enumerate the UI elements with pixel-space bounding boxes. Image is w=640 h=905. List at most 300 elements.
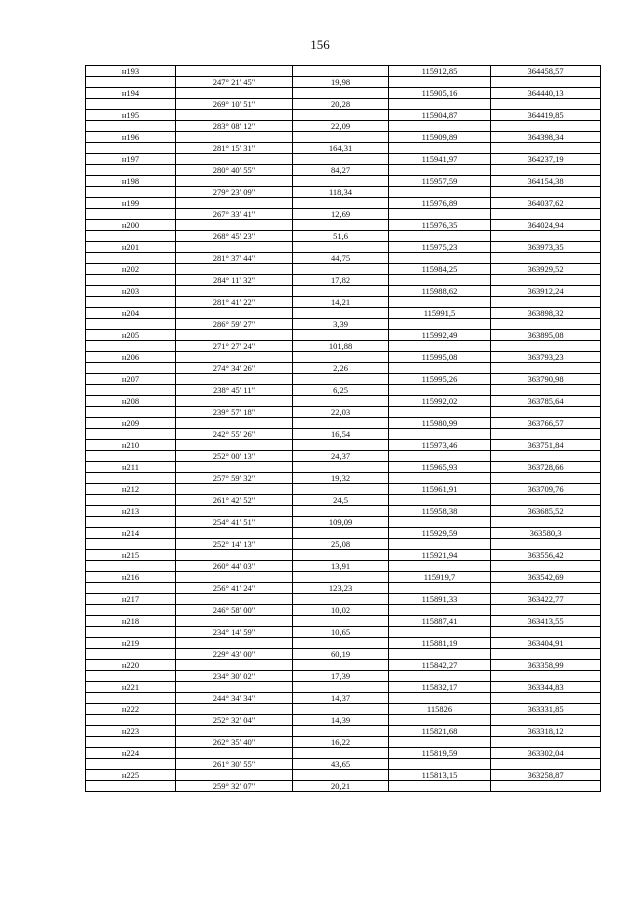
empty-cell	[293, 704, 389, 715]
empty-cell	[293, 220, 389, 231]
empty-cell	[491, 297, 601, 308]
angle-cell: 262° 35' 40"	[176, 737, 293, 748]
x-coordinate-cell: 115984,25	[389, 264, 491, 275]
point-name-cell: н195	[86, 110, 176, 121]
x-coordinate-cell: 115921,94	[389, 550, 491, 561]
point-name-cell: н225	[86, 770, 176, 781]
point-row	[86, 726, 601, 737]
empty-cell	[389, 451, 491, 462]
empty-cell	[176, 396, 293, 407]
angle-cell: 254° 41' 51"	[176, 517, 293, 528]
angle-cell: 252° 00' 13"	[176, 451, 293, 462]
y-coordinate-cell: 363898,32	[491, 308, 601, 319]
empty-cell	[491, 275, 601, 286]
x-coordinate-cell: 115973,46	[389, 440, 491, 451]
point-name-cell: н194	[86, 88, 176, 99]
angle-cell: 271° 27' 24"	[176, 341, 293, 352]
empty-cell	[176, 286, 293, 297]
empty-cell	[491, 451, 601, 462]
empty-cell	[389, 385, 491, 396]
x-coordinate-cell: 115976,35	[389, 220, 491, 231]
empty-cell	[491, 693, 601, 704]
point-row	[86, 748, 601, 759]
empty-cell	[86, 99, 176, 110]
y-coordinate-cell: 364037,62	[491, 198, 601, 209]
angle-cell: 256° 41' 24"	[176, 583, 293, 594]
empty-cell	[491, 429, 601, 440]
distance-cell: 24,37	[293, 451, 389, 462]
empty-cell	[86, 77, 176, 88]
empty-cell	[389, 187, 491, 198]
point-row	[86, 462, 601, 473]
empty-cell	[293, 374, 389, 385]
y-coordinate-cell: 363766,57	[491, 418, 601, 429]
empty-cell	[176, 418, 293, 429]
empty-cell	[389, 561, 491, 572]
point-name-cell: н224	[86, 748, 176, 759]
distance-cell: 109,09	[293, 517, 389, 528]
empty-cell	[293, 572, 389, 583]
angle-cell: 238° 45' 11"	[176, 385, 293, 396]
point-row	[86, 638, 601, 649]
empty-cell	[491, 385, 601, 396]
y-coordinate-cell: 363785,64	[491, 396, 601, 407]
point-row	[86, 154, 601, 165]
x-coordinate-cell: 115992,49	[389, 330, 491, 341]
segment-row	[86, 231, 601, 242]
empty-cell	[86, 473, 176, 484]
angle-cell: 252° 32' 04"	[176, 715, 293, 726]
empty-cell	[176, 330, 293, 341]
empty-cell	[176, 154, 293, 165]
point-row	[86, 220, 601, 231]
empty-cell	[176, 220, 293, 231]
empty-cell	[389, 407, 491, 418]
distance-cell: 16,22	[293, 737, 389, 748]
empty-cell	[176, 374, 293, 385]
empty-cell	[491, 407, 601, 418]
empty-cell	[86, 341, 176, 352]
empty-cell	[293, 770, 389, 781]
point-name-cell: н209	[86, 418, 176, 429]
point-name-cell: н206	[86, 352, 176, 363]
segment-row	[86, 187, 601, 198]
empty-cell	[293, 330, 389, 341]
empty-cell	[389, 715, 491, 726]
empty-cell	[389, 605, 491, 616]
segment-row	[86, 77, 601, 88]
empty-cell	[389, 275, 491, 286]
empty-cell	[491, 209, 601, 220]
point-name-cell: н210	[86, 440, 176, 451]
segment-row	[86, 275, 601, 286]
y-coordinate-cell: 363318,12	[491, 726, 601, 737]
y-coordinate-cell: 363709,76	[491, 484, 601, 495]
x-coordinate-cell: 115821,68	[389, 726, 491, 737]
distance-cell: 14,21	[293, 297, 389, 308]
point-row	[86, 264, 601, 275]
empty-cell	[491, 649, 601, 660]
angle-cell: 279° 23' 09"	[176, 187, 293, 198]
y-coordinate-cell: 363728,66	[491, 462, 601, 473]
distance-cell: 10,65	[293, 627, 389, 638]
empty-cell	[86, 187, 176, 198]
empty-cell	[491, 495, 601, 506]
point-name-cell: н212	[86, 484, 176, 495]
empty-cell	[491, 781, 601, 792]
point-row	[86, 550, 601, 561]
point-name-cell: н202	[86, 264, 176, 275]
segment-row	[86, 737, 601, 748]
x-coordinate-cell: 115905,16	[389, 88, 491, 99]
y-coordinate-cell: 363556,42	[491, 550, 601, 561]
point-row	[86, 440, 601, 451]
empty-cell	[86, 715, 176, 726]
empty-cell	[293, 660, 389, 671]
empty-cell	[86, 693, 176, 704]
y-coordinate-cell: 363331,85	[491, 704, 601, 715]
empty-cell	[389, 737, 491, 748]
empty-cell	[176, 88, 293, 99]
angle-cell: 274° 34' 26"	[176, 363, 293, 374]
point-row	[86, 616, 601, 627]
empty-cell	[389, 319, 491, 330]
point-name-cell: н220	[86, 660, 176, 671]
distance-cell: 14,39	[293, 715, 389, 726]
segment-row	[86, 121, 601, 132]
angle-cell: 281° 37' 44"	[176, 253, 293, 264]
empty-cell	[491, 759, 601, 770]
angle-cell: 234° 30' 02"	[176, 671, 293, 682]
point-row	[86, 352, 601, 363]
empty-cell	[293, 616, 389, 627]
distance-cell: 44,75	[293, 253, 389, 264]
point-row	[86, 484, 601, 495]
angle-cell: 242° 55' 26"	[176, 429, 293, 440]
empty-cell	[176, 572, 293, 583]
segment-row	[86, 319, 601, 330]
x-coordinate-cell: 115929,59	[389, 528, 491, 539]
x-coordinate-cell: 115909,89	[389, 132, 491, 143]
empty-cell	[86, 649, 176, 660]
empty-cell	[491, 99, 601, 110]
empty-cell	[293, 286, 389, 297]
empty-cell	[491, 121, 601, 132]
point-name-cell: н196	[86, 132, 176, 143]
empty-cell	[491, 473, 601, 484]
point-name-cell: н205	[86, 330, 176, 341]
empty-cell	[176, 726, 293, 737]
y-coordinate-cell: 364458,57	[491, 66, 601, 77]
distance-cell: 19,98	[293, 77, 389, 88]
angle-cell: 246° 58' 00"	[176, 605, 293, 616]
empty-cell	[176, 704, 293, 715]
empty-cell	[86, 407, 176, 418]
distance-cell: 84,27	[293, 165, 389, 176]
empty-cell	[491, 539, 601, 550]
distance-cell: 101,88	[293, 341, 389, 352]
empty-cell	[389, 253, 491, 264]
angle-cell: 261° 42' 52"	[176, 495, 293, 506]
angle-cell: 267° 33' 41"	[176, 209, 293, 220]
segment-row	[86, 561, 601, 572]
point-row	[86, 418, 601, 429]
y-coordinate-cell: 364024,94	[491, 220, 601, 231]
x-coordinate-cell: 115988,62	[389, 286, 491, 297]
x-coordinate-cell: 115832,17	[389, 682, 491, 693]
angle-cell: 268° 45' 23"	[176, 231, 293, 242]
empty-cell	[389, 429, 491, 440]
x-coordinate-cell: 115995,26	[389, 374, 491, 385]
segment-row	[86, 715, 601, 726]
empty-cell	[176, 308, 293, 319]
empty-cell	[389, 495, 491, 506]
segment-row	[86, 165, 601, 176]
y-coordinate-cell: 364237,19	[491, 154, 601, 165]
point-name-cell: н200	[86, 220, 176, 231]
empty-cell	[389, 693, 491, 704]
empty-cell	[86, 209, 176, 220]
point-row	[86, 506, 601, 517]
empty-cell	[389, 517, 491, 528]
x-coordinate-cell: 115958,38	[389, 506, 491, 517]
segment-row	[86, 627, 601, 638]
empty-cell	[293, 682, 389, 693]
empty-cell	[86, 253, 176, 264]
empty-cell	[491, 363, 601, 374]
segment-row	[86, 341, 601, 352]
y-coordinate-cell: 363344,83	[491, 682, 601, 693]
point-name-cell: н208	[86, 396, 176, 407]
empty-cell	[293, 528, 389, 539]
empty-cell	[293, 440, 389, 451]
point-name-cell: н218	[86, 616, 176, 627]
empty-cell	[293, 352, 389, 363]
empty-cell	[293, 638, 389, 649]
point-row	[86, 396, 601, 407]
distance-cell: 17,82	[293, 275, 389, 286]
empty-cell	[293, 550, 389, 561]
empty-cell	[176, 264, 293, 275]
angle-cell: 252° 14' 13"	[176, 539, 293, 550]
point-name-cell: н221	[86, 682, 176, 693]
empty-cell	[176, 66, 293, 77]
y-coordinate-cell: 363413,55	[491, 616, 601, 627]
segment-row	[86, 649, 601, 660]
empty-cell	[293, 242, 389, 253]
angle-cell: 261° 30' 55"	[176, 759, 293, 770]
point-row	[86, 66, 601, 77]
angle-cell: 239° 57' 18"	[176, 407, 293, 418]
x-coordinate-cell: 115919,7	[389, 572, 491, 583]
y-coordinate-cell: 363751,84	[491, 440, 601, 451]
point-name-cell: н201	[86, 242, 176, 253]
empty-cell	[491, 605, 601, 616]
y-coordinate-cell: 364398,34	[491, 132, 601, 143]
segment-row	[86, 473, 601, 484]
coordinates-table	[85, 65, 601, 792]
empty-cell	[86, 781, 176, 792]
point-row	[86, 704, 601, 715]
empty-cell	[86, 121, 176, 132]
empty-cell	[86, 143, 176, 154]
point-row	[86, 286, 601, 297]
x-coordinate-cell: 115961,91	[389, 484, 491, 495]
segment-row	[86, 539, 601, 550]
segment-row	[86, 253, 601, 264]
empty-cell	[293, 154, 389, 165]
angle-cell: 229° 43' 00"	[176, 649, 293, 660]
empty-cell	[86, 385, 176, 396]
empty-cell	[176, 132, 293, 143]
segment-row	[86, 759, 601, 770]
empty-cell	[176, 352, 293, 363]
empty-cell	[491, 319, 601, 330]
segment-row	[86, 209, 601, 220]
distance-cell: 16,54	[293, 429, 389, 440]
segment-row	[86, 385, 601, 396]
empty-cell	[491, 737, 601, 748]
page-number: 156	[310, 37, 330, 52]
empty-cell	[491, 561, 601, 572]
empty-cell	[86, 495, 176, 506]
distance-cell: 17,39	[293, 671, 389, 682]
segment-row	[86, 451, 601, 462]
empty-cell	[491, 583, 601, 594]
empty-cell	[176, 616, 293, 627]
x-coordinate-cell: 115813,15	[389, 770, 491, 781]
empty-cell	[491, 671, 601, 682]
empty-cell	[86, 319, 176, 330]
point-row	[86, 198, 601, 209]
y-coordinate-cell: 363358,99	[491, 660, 601, 671]
x-coordinate-cell: 115887,41	[389, 616, 491, 627]
empty-cell	[86, 275, 176, 286]
empty-cell	[86, 627, 176, 638]
empty-cell	[86, 165, 176, 176]
distance-cell: 3,39	[293, 319, 389, 330]
empty-cell	[86, 231, 176, 242]
point-name-cell: н215	[86, 550, 176, 561]
empty-cell	[491, 77, 601, 88]
y-coordinate-cell: 363929,52	[491, 264, 601, 275]
empty-cell	[293, 110, 389, 121]
y-coordinate-cell: 363790,98	[491, 374, 601, 385]
segment-row	[86, 407, 601, 418]
empty-cell	[86, 561, 176, 572]
x-coordinate-cell: 115891,33	[389, 594, 491, 605]
y-coordinate-cell: 363302,04	[491, 748, 601, 759]
empty-cell	[293, 88, 389, 99]
empty-cell	[293, 198, 389, 209]
empty-cell	[491, 187, 601, 198]
segment-row	[86, 143, 601, 154]
empty-cell	[491, 627, 601, 638]
point-row	[86, 330, 601, 341]
point-name-cell: н199	[86, 198, 176, 209]
distance-cell: 164,31	[293, 143, 389, 154]
point-name-cell: н207	[86, 374, 176, 385]
x-coordinate-cell: 115881,19	[389, 638, 491, 649]
empty-cell	[293, 66, 389, 77]
y-coordinate-cell: 364154,38	[491, 176, 601, 187]
y-coordinate-cell: 363793,23	[491, 352, 601, 363]
empty-cell	[389, 143, 491, 154]
angle-cell: 281° 15' 31"	[176, 143, 293, 154]
x-coordinate-cell: 115842,27	[389, 660, 491, 671]
empty-cell	[176, 198, 293, 209]
point-row	[86, 770, 601, 781]
y-coordinate-cell: 363895,08	[491, 330, 601, 341]
angle-cell: 281° 41' 22"	[176, 297, 293, 308]
distance-cell: 123,23	[293, 583, 389, 594]
point-name-cell: н203	[86, 286, 176, 297]
point-row	[86, 308, 601, 319]
point-row	[86, 374, 601, 385]
distance-cell: 10,02	[293, 605, 389, 616]
distance-cell: 6,25	[293, 385, 389, 396]
segment-row	[86, 99, 601, 110]
empty-cell	[389, 473, 491, 484]
segment-row	[86, 781, 601, 792]
empty-cell	[176, 682, 293, 693]
empty-cell	[176, 638, 293, 649]
point-row	[86, 132, 601, 143]
point-name-cell: н222	[86, 704, 176, 715]
empty-cell	[293, 748, 389, 759]
point-row	[86, 242, 601, 253]
x-coordinate-cell: 115980,99	[389, 418, 491, 429]
distance-cell: 13,91	[293, 561, 389, 572]
y-coordinate-cell: 363580,3	[491, 528, 601, 539]
point-name-cell: н197	[86, 154, 176, 165]
x-coordinate-cell: 115826	[389, 704, 491, 715]
point-name-cell: н193	[86, 66, 176, 77]
point-name-cell: н204	[86, 308, 176, 319]
distance-cell: 14,37	[293, 693, 389, 704]
empty-cell	[389, 77, 491, 88]
x-coordinate-cell: 115975,23	[389, 242, 491, 253]
point-row	[86, 110, 601, 121]
point-name-cell: н213	[86, 506, 176, 517]
x-coordinate-cell: 115965,93	[389, 462, 491, 473]
segment-row	[86, 693, 601, 704]
empty-cell	[86, 451, 176, 462]
segment-row	[86, 363, 601, 374]
x-coordinate-cell: 115992,02	[389, 396, 491, 407]
distance-cell: 118,34	[293, 187, 389, 198]
segment-row	[86, 297, 601, 308]
empty-cell	[176, 176, 293, 187]
empty-cell	[86, 297, 176, 308]
y-coordinate-cell: 363912,24	[491, 286, 601, 297]
empty-cell	[293, 594, 389, 605]
y-coordinate-cell: 364419,85	[491, 110, 601, 121]
empty-cell	[86, 605, 176, 616]
y-coordinate-cell: 363404,91	[491, 638, 601, 649]
empty-cell	[86, 517, 176, 528]
empty-cell	[491, 517, 601, 528]
empty-cell	[293, 308, 389, 319]
empty-cell	[176, 242, 293, 253]
empty-cell	[293, 484, 389, 495]
angle-cell: 280° 40' 55"	[176, 165, 293, 176]
distance-cell: 19,32	[293, 473, 389, 484]
distance-cell: 20,21	[293, 781, 389, 792]
x-coordinate-cell: 115995,08	[389, 352, 491, 363]
empty-cell	[293, 462, 389, 473]
angle-cell: 284° 11' 32"	[176, 275, 293, 286]
